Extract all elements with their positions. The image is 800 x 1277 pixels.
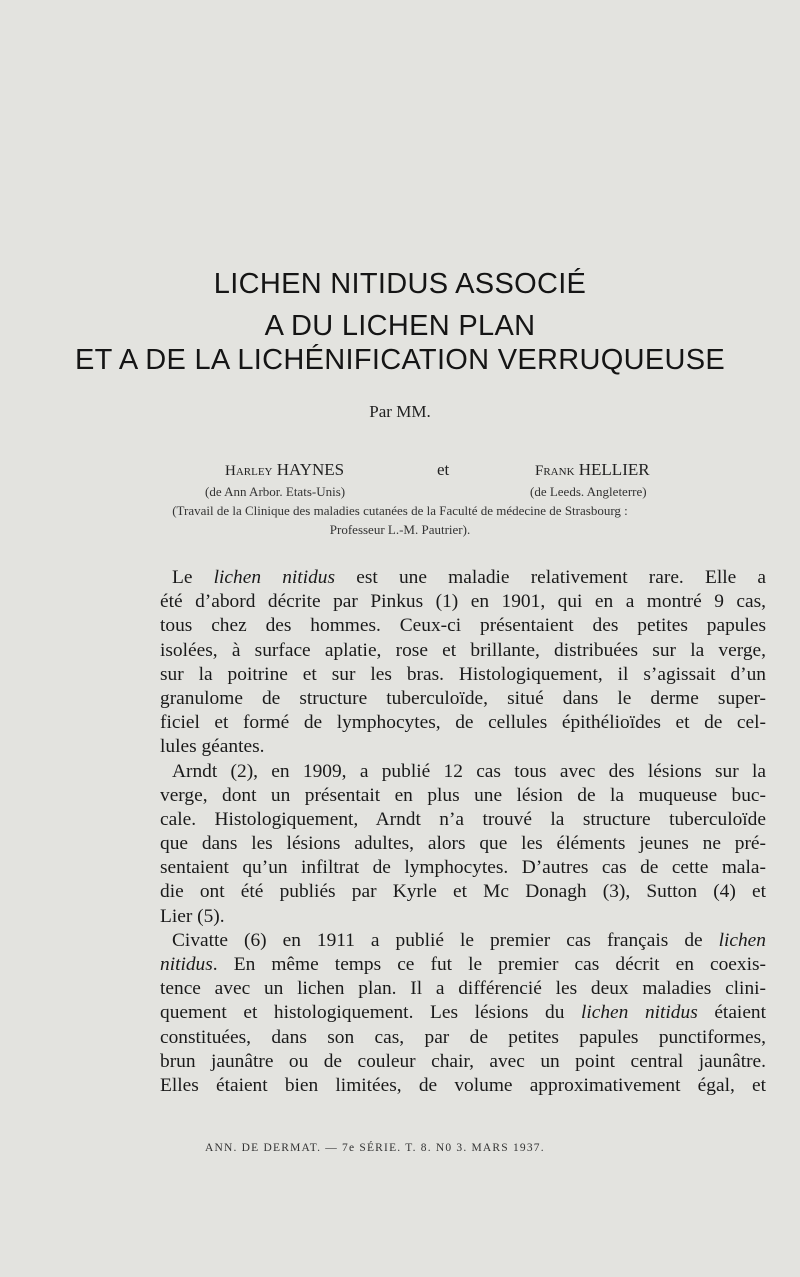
author-1-first-name: Harley (225, 463, 273, 479)
text-run: Le (172, 567, 214, 588)
text-line (160, 687, 766, 711)
author-2 (535, 460, 650, 480)
text-line (160, 590, 766, 614)
text-line (160, 929, 766, 953)
text-run: que dans les lésions adultes, alors que les éléments jeunes ne pré- (160, 833, 766, 855)
journal-citation-footer: ANN. DE DERMAT. — 7e SÉRIE. T. 8. N0 3. MARS 1937. (205, 1142, 545, 1154)
text-run: sentaient qu’un infiltrat de lymphocytes. D’autres cas de cette mala- (160, 857, 766, 879)
text-run: . En même temps ce fut le premier cas décrit en coexis- (212, 954, 766, 975)
text-line (160, 953, 766, 977)
text-run: tous chez des hommes. Ceux-ci présentaient des petites papules (160, 615, 766, 637)
italic-term: lichen (718, 929, 766, 951)
article-title-line-3: ET A DE LA LICHÉNIFICATION VERRUQUEUSE (74, 344, 726, 376)
text-line (160, 832, 766, 856)
italic-term: lichen nitidus (580, 1002, 698, 1024)
article-title-line-1: LICHEN NITIDUS ASSOCIÉ (213, 268, 587, 300)
italic-term: lichen nitidus (213, 567, 336, 588)
byline-par: Par MM. (369, 402, 431, 421)
text-line (160, 1050, 766, 1074)
text-run: tence avec un lichen plan. Il a différencié les deux maladies clini- (160, 978, 766, 1000)
text-line (160, 808, 766, 832)
text-line (160, 880, 766, 904)
text-line (160, 856, 766, 880)
text-run: granulome de structure tuberculoïde, situé dans le derme super- (160, 687, 766, 709)
text-run: verge, dont un présentait en plus une lésion de la muqueuse buc- (160, 784, 766, 806)
text-line (160, 760, 766, 784)
text-run: lules géantes. (160, 736, 265, 758)
text-run: Elles étaient bien limitées, de volume approximativement égal, et (160, 1074, 766, 1096)
author-2-first-name: Frank (535, 463, 575, 479)
text-run: est une maladie relativement rare. Elle a (335, 567, 766, 588)
text-line (160, 663, 766, 687)
text-run: quement et histologiquement. Les lésions du (160, 1002, 581, 1024)
author-2-last-name: HELLIER (578, 460, 650, 479)
text-run: cale. Histologiquement, Arndt n’a trouvé la structure tuberculoïde (160, 808, 766, 830)
institution-line-1: (Travail de la Clinique des maladies cutanées de la Faculté de médecine de Strasbourg : (172, 503, 628, 518)
text-line (160, 977, 766, 1001)
paragraph-3 (160, 929, 766, 1098)
author-conjunction: et (437, 460, 450, 479)
article-body (160, 566, 766, 1098)
text-line (160, 905, 766, 929)
author-1 (225, 460, 344, 480)
text-run: die ont été publiés par Kyrle et Mc Donagh (3), Sutton (4) et (160, 881, 766, 903)
text-run: Civatte (6) en 1911 a publié le premier cas français de (172, 929, 719, 951)
text-run: ficiel et formé de lymphocytes, de cellules épithélioïdes et de cel- (160, 712, 766, 734)
text-line (160, 566, 766, 590)
author-1-last-name: HAYNES (276, 460, 345, 479)
text-line (160, 1001, 766, 1025)
text-run: brun jaunâtre ou de couleur chair, avec un point central jaunâtre. (160, 1050, 766, 1072)
text-run: constituées, dans son cas, par de petites papules punctiformes, (160, 1026, 766, 1048)
text-run: Lier (5). (160, 905, 225, 927)
paragraph-2 (160, 760, 766, 929)
text-line (160, 711, 766, 735)
text-line (160, 639, 766, 663)
text-run: isolées, à surface aplatie, rose et brillante, distribuées sur la verge, (160, 639, 766, 661)
text-run: Arndt (2), en 1909, a publié 12 cas tous avec des lésions sur la (172, 760, 766, 782)
article-title-line-2: A DU LICHEN PLAN (264, 310, 536, 342)
text-run: étaient (697, 1002, 767, 1024)
institution-line-2: Professeur L.-M. Pautrier). (329, 522, 471, 537)
text-line (160, 1074, 766, 1098)
text-run: été d’abord décrite par Pinkus (1) en 1901, qui en a montré 9 cas, (160, 591, 766, 613)
text-run: sur la poitrine et sur les bras. Histologiquement, il s’agissait d’un (160, 663, 766, 685)
text-line (160, 784, 766, 808)
paragraph-1 (160, 566, 766, 760)
text-line (160, 614, 766, 638)
italic-term: nitidus (160, 954, 213, 975)
author-1-affiliation: (de Ann Arbor. Etats-Unis) (205, 484, 346, 499)
text-line (160, 1026, 766, 1050)
text-line (160, 735, 766, 759)
author-2-affiliation: (de Leeds. Angleterre) (530, 484, 647, 499)
